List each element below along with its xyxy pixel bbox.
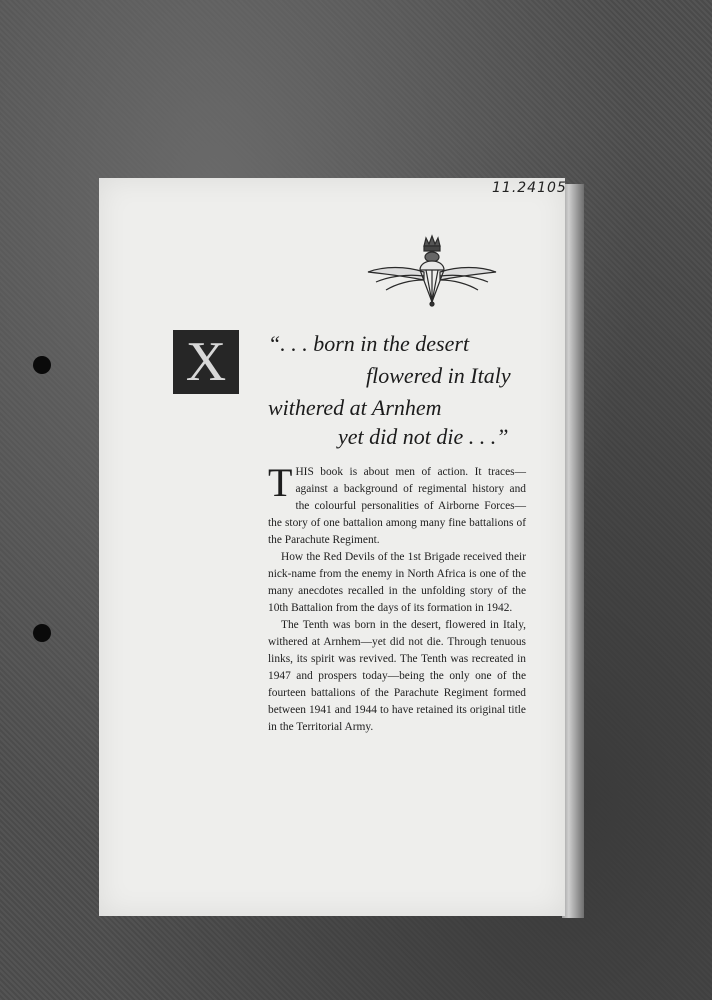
quote-line-1: “. . . born in the desert [268,331,470,356]
quote-line-2: flowered in Italy [366,363,511,388]
paragraph-1 [268,460,526,549]
chapter-letter-box [173,330,239,394]
paragraph-2: How the Red Devils of the 1st Brigade received their nick-name from the enemy in North Africa is one of the many anecdotes recalled in the unfolding story of the 10th Battalion from the days of its formation in 1942. [268,551,526,614]
booklet-spine-edge [562,184,584,918]
quote-line-4: yet did not die . . .” [338,424,509,449]
drop-cap: T [268,460,293,505]
punch-hole-upper [33,356,51,374]
parachute-regiment-wings-icon [366,232,498,322]
handwritten-reference-number: 11.24105 [492,180,567,196]
body-text [268,460,526,736]
quote-line-3: withered at Arnhem [268,395,442,420]
punch-hole-lower [33,624,51,642]
paragraph-3: The Tenth was born in the desert, flowered in Italy, withered at Arnhem—yet did not die. Through tenuous links, its spirit was revived. The Tenth was recreated in 1947 and prospers today—being the only one of the fourteen battalions of the Parachute Regiment formed between 1941 and 1944 to have retained its original title in the Territorial Army. [268,619,526,733]
chapter-letter: X [185,331,227,393]
paragraph-1-text: HIS book is about men of action. It traces—against a background of regimental history and the colourful personalities of Airborne Forces—the story of one battalion among many fine battalions of the Parachute Regiment. [268,466,526,546]
